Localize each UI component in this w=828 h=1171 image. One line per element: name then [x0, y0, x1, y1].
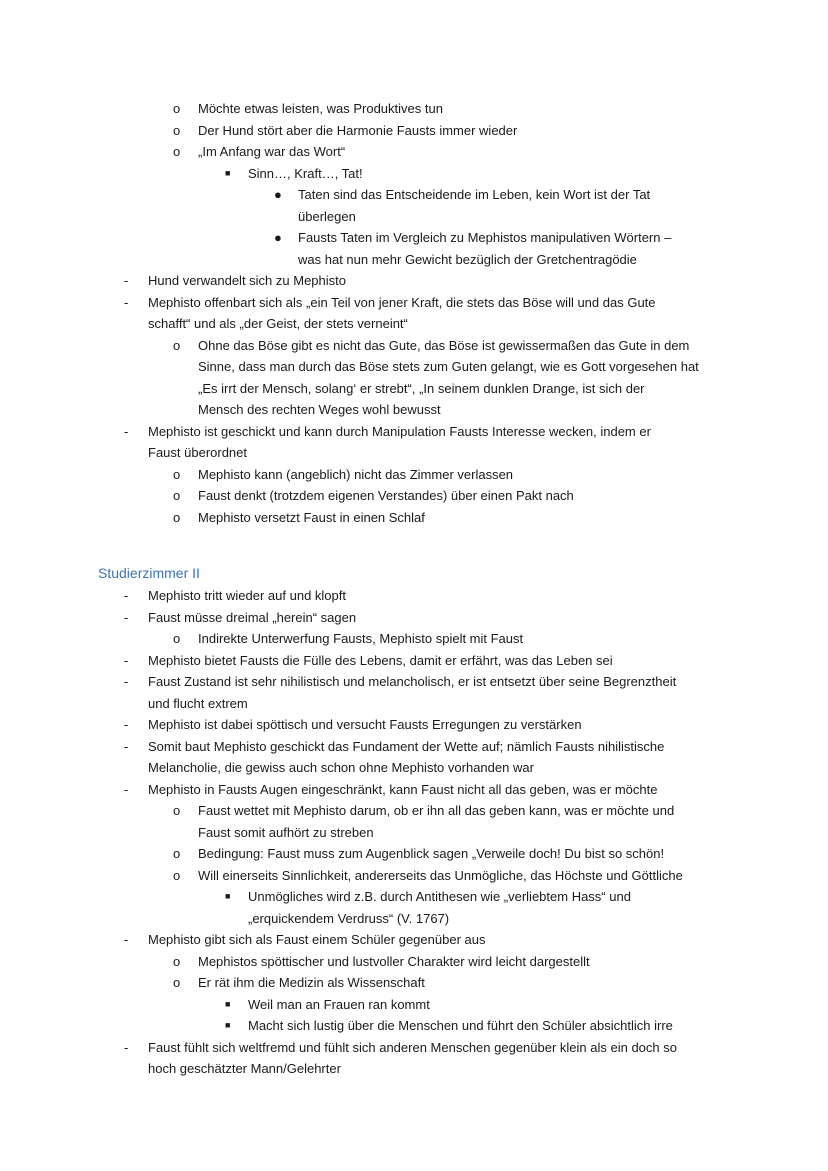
circle-bullet-icon: o — [173, 846, 181, 861]
circle-bullet-icon: o — [173, 488, 181, 503]
list-item: Mephisto gibt sich als Faust einem Schüler gegenüber aus — [148, 932, 486, 947]
circle-bullet-icon: o — [173, 803, 181, 818]
circle-bullet-icon: o — [173, 466, 181, 482]
list-item: Somit baut Mephisto geschickt das Fundament der Wette auf; nämlich Fausts nihilistische — [148, 738, 665, 754]
list-item-continuation: Faust somit aufhört zu streben — [198, 824, 374, 840]
list-item-continuation: was hat nun mehr Gewicht bezüglich der Gretchentragödie — [298, 251, 637, 267]
dash-bullet-icon: - — [124, 294, 129, 310]
circle-bullet-icon: o — [173, 144, 181, 159]
circle-bullet-icon: o — [173, 122, 181, 138]
list-item: Möchte etwas leisten, was Produktives tun — [198, 101, 443, 116]
list-item: Indirekte Unterwerfung Fausts, Mephisto spielt mit Faust — [198, 631, 524, 646]
circle-bullet-icon: o — [173, 101, 181, 116]
dot-bullet-icon: ● — [274, 187, 282, 202]
dash-bullet-icon: - — [124, 932, 129, 947]
dash-bullet-icon: - — [124, 781, 129, 797]
dash-bullet-icon: - — [124, 588, 129, 603]
list-item: Unmögliches wird z.B. durch Antithesen wie „verliebtem Hass“ und — [248, 889, 631, 904]
list-item: Sinn…, Kraft…, Tat! — [248, 165, 363, 181]
circle-bullet-icon: o — [173, 509, 181, 525]
list-item-continuation: Mensch des rechten Weges wohl bewusst — [198, 402, 441, 417]
square-bullet-icon: ■ — [225, 998, 231, 1009]
list-item: Will einerseits Sinnlichkeit, andererseits das Unmögliche, das Höchste und Göttliche — [198, 867, 683, 883]
list-item: Mephisto ist dabei spöttisch und versucht Fausts Erregungen zu verstärken — [148, 717, 582, 732]
list-item: Er rät ihm die Medizin als Wissenschaft — [198, 975, 425, 990]
list-item: Mephisto versetzt Faust in einen Schlaf — [198, 509, 425, 525]
circle-bullet-icon: o — [173, 975, 181, 990]
list-item: Mephisto offenbart sich als „ein Teil von jener Kraft, die stets das Böse will und das Gute — [148, 294, 656, 310]
dash-bullet-icon: - — [124, 1039, 129, 1055]
list-item-continuation: überlegen — [298, 208, 356, 224]
list-item-continuation: Melancholie, die gewiss auch schon ohne Mephisto vorhanden war — [148, 760, 534, 775]
dash-bullet-icon: - — [124, 273, 129, 288]
list-item: Mephisto in Fausts Augen eingeschränkt, kann Faust nicht all das geben, was er möchte — [148, 781, 658, 797]
circle-bullet-icon: o — [173, 631, 181, 646]
list-item: Faust müsse dreimal „herein“ sagen — [148, 609, 357, 625]
dash-bullet-icon: - — [124, 652, 129, 668]
list-item: „Im Anfang war das Wort“ — [198, 144, 346, 159]
list-item-continuation: „Es irrt der Mensch, solang‘ er strebt“, „In seinem dunklen Drange, ist sich der — [198, 380, 645, 396]
list-item: Mephisto kann (angeblich) nicht das Zimmer verlassen — [198, 466, 514, 482]
list-item-continuation: und flucht extrem — [148, 695, 248, 711]
list-item: Mephisto tritt wieder auf und klopft — [148, 588, 346, 603]
dash-bullet-icon: - — [124, 423, 129, 439]
list-item: Mephisto bietet Fausts die Fülle des Lebens, damit er erfährt, was das Leben sei — [148, 652, 613, 668]
circle-bullet-icon: o — [173, 953, 181, 969]
dash-bullet-icon: - — [124, 738, 129, 754]
square-bullet-icon: ■ — [225, 1020, 231, 1030]
circle-bullet-icon: o — [173, 867, 181, 883]
list-item-continuation: schafft“ und als „der Geist, der stets verneint“ — [148, 316, 408, 331]
list-item: Bedingung: Faust muss zum Augenblick sagen „Verweile doch! Du bist so schön! — [198, 846, 665, 861]
square-bullet-icon: ■ — [225, 167, 231, 178]
square-bullet-icon: ■ — [225, 891, 231, 901]
section-heading: Studierzimmer II — [98, 565, 200, 581]
list-item: Macht sich lustig über die Menschen und führt den Schüler absichtlich irre — [248, 1018, 673, 1033]
circle-bullet-icon: o — [173, 337, 181, 353]
list-item: Der Hund stört aber die Harmonie Fausts immer wieder — [198, 122, 518, 138]
list-item: Mephistos spöttischer und lustvoller Charakter wird leicht dargestellt — [198, 953, 590, 969]
dot-bullet-icon: ● — [274, 230, 282, 245]
list-item: Faust wettet mit Mephisto darum, ob er ihn all das geben kann, was er möchte und — [198, 803, 675, 818]
dash-bullet-icon: - — [124, 674, 129, 689]
dash-bullet-icon: - — [124, 717, 129, 732]
list-item: Weil man an Frauen ran kommt — [248, 996, 430, 1012]
list-item: Ohne das Böse gibt es nicht das Gute, das Böse ist gewissermaßen das Gute in dem — [198, 337, 690, 353]
list-item-continuation: Faust überordnet — [148, 445, 248, 460]
list-item: Faust Zustand ist sehr nihilistisch und melancholisch, er ist entsetzt über seine Begrenztheit — [148, 674, 677, 689]
list-item-continuation: hoch geschätzter Mann/Gelehrter — [148, 1061, 341, 1076]
list-item-continuation: Sinne, dass man durch das Böse stets zum Guten gelangt, wie es Gott vorgesehen hat — [198, 359, 699, 374]
list-item: Mephisto ist geschickt und kann durch Manipulation Fausts Interesse wecken, indem er — [148, 423, 651, 439]
list-item: Hund verwandelt sich zu Mephisto — [148, 273, 346, 288]
list-item: Fausts Taten im Vergleich zu Mephistos manipulativen Wörtern – — [298, 230, 672, 245]
list-item-continuation: „erquickendem Verdruss“ (V. 1767) — [248, 910, 450, 926]
dash-bullet-icon: - — [124, 609, 129, 625]
list-item: Taten sind das Entscheidende im Leben, kein Wort ist der Tat — [298, 187, 651, 202]
list-item: Faust fühlt sich weltfremd und fühlt sich anderen Menschen gegenüber klein als ein doch so — [148, 1039, 677, 1055]
list-item: Faust denkt (trotzdem eigenen Verstandes) über einen Pakt nach — [198, 488, 574, 503]
